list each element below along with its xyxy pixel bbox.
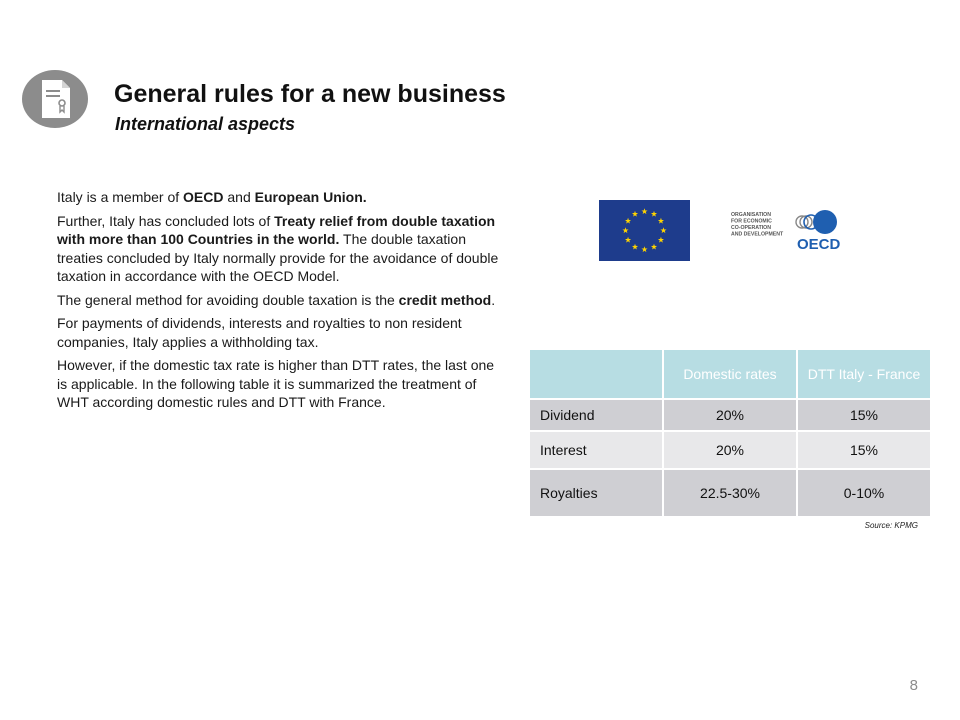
table-row xyxy=(529,469,931,517)
eu-star-icon xyxy=(625,218,631,224)
wht-table xyxy=(528,348,932,518)
document-certificate-icon xyxy=(22,70,88,128)
eu-flag-icon xyxy=(599,200,690,261)
table-cell: 15% xyxy=(797,431,931,469)
eu-star-icon xyxy=(641,246,647,252)
oecd-circles-icon xyxy=(796,210,837,234)
oecd-line-1: ORGANISATION xyxy=(731,212,771,218)
page-title: General rules for a new business xyxy=(114,80,506,108)
table-cell: Dividend xyxy=(529,399,663,431)
oecd-logo xyxy=(729,205,844,255)
table-cell: 22.5-30% xyxy=(663,469,797,517)
bold-fragment: Treaty relief from double taxation with more than 100 Countries in the world. xyxy=(57,212,496,247)
table-cell: 20% xyxy=(663,431,797,469)
paragraph-withholding: For payments of dividends, interests and royalties to non resident companies, Italy applies a withholding tax. xyxy=(57,315,462,350)
eu-star-icon xyxy=(632,211,638,217)
eu-star-icon xyxy=(658,237,664,243)
eu-star-icon xyxy=(632,244,638,250)
text-fragment: Italy is a member of xyxy=(57,189,184,205)
table-row xyxy=(529,399,931,431)
oecd-line-2: FOR ECONOMIC xyxy=(731,218,772,225)
oecd-wordmark: OECD xyxy=(797,236,841,253)
eu-star-icon xyxy=(641,208,647,214)
table-cell: 20% xyxy=(663,399,797,431)
table-header-cell: DTT Italy - France xyxy=(797,349,931,399)
table-header-cell: Domestic rates xyxy=(663,349,797,399)
text-fragment: Further, Italy has concluded lots of xyxy=(57,212,275,229)
text-fragment: The general method for avoiding double taxation is the xyxy=(57,291,399,308)
table-header-cell xyxy=(529,349,663,399)
oecd-line-3: CO-OPERATION xyxy=(731,225,771,231)
table-header-row xyxy=(529,349,931,399)
eu-star-icon xyxy=(651,244,657,250)
table-cell: 15% xyxy=(797,399,931,431)
table-row xyxy=(529,431,931,469)
bold-fragment: credit method xyxy=(398,291,492,308)
eu-star-icon xyxy=(660,227,666,233)
text-fragment: The double taxation treaties concluded by Italy normally provide for the avoidance of double taxation in accordance with the OECD Model. xyxy=(57,231,499,284)
table-cell: 0-10% xyxy=(797,469,931,517)
eu-star-icon xyxy=(625,237,631,243)
eu-star-icon xyxy=(658,218,664,224)
paragraph-treaties xyxy=(57,212,499,286)
bold-fragment: OECD xyxy=(183,189,224,205)
body-text xyxy=(57,188,499,417)
oecd-line-4: AND DEVELOPMENT xyxy=(731,231,784,238)
source-note: Source: KPMG xyxy=(864,521,918,530)
page-subtitle: International aspects xyxy=(115,114,296,134)
page-number: 8 xyxy=(909,677,918,694)
paragraph-method xyxy=(57,291,499,310)
bold-fragment: European Union. xyxy=(254,189,367,205)
table-cell: Interest xyxy=(529,431,663,469)
paragraph-membership xyxy=(57,188,499,207)
text-fragment: and xyxy=(223,189,255,205)
eu-star-icon xyxy=(622,227,628,233)
text-fragment: . xyxy=(491,291,496,308)
table-cell: Royalties xyxy=(529,469,663,517)
eu-star-icon xyxy=(651,211,657,217)
paragraph-dtt-rates: However, if the domestic tax rate is higher than DTT rates, the last one is applicable. In the following table it is summarized the treatment of WHT according domestic rules and DTT with France. xyxy=(57,357,495,410)
